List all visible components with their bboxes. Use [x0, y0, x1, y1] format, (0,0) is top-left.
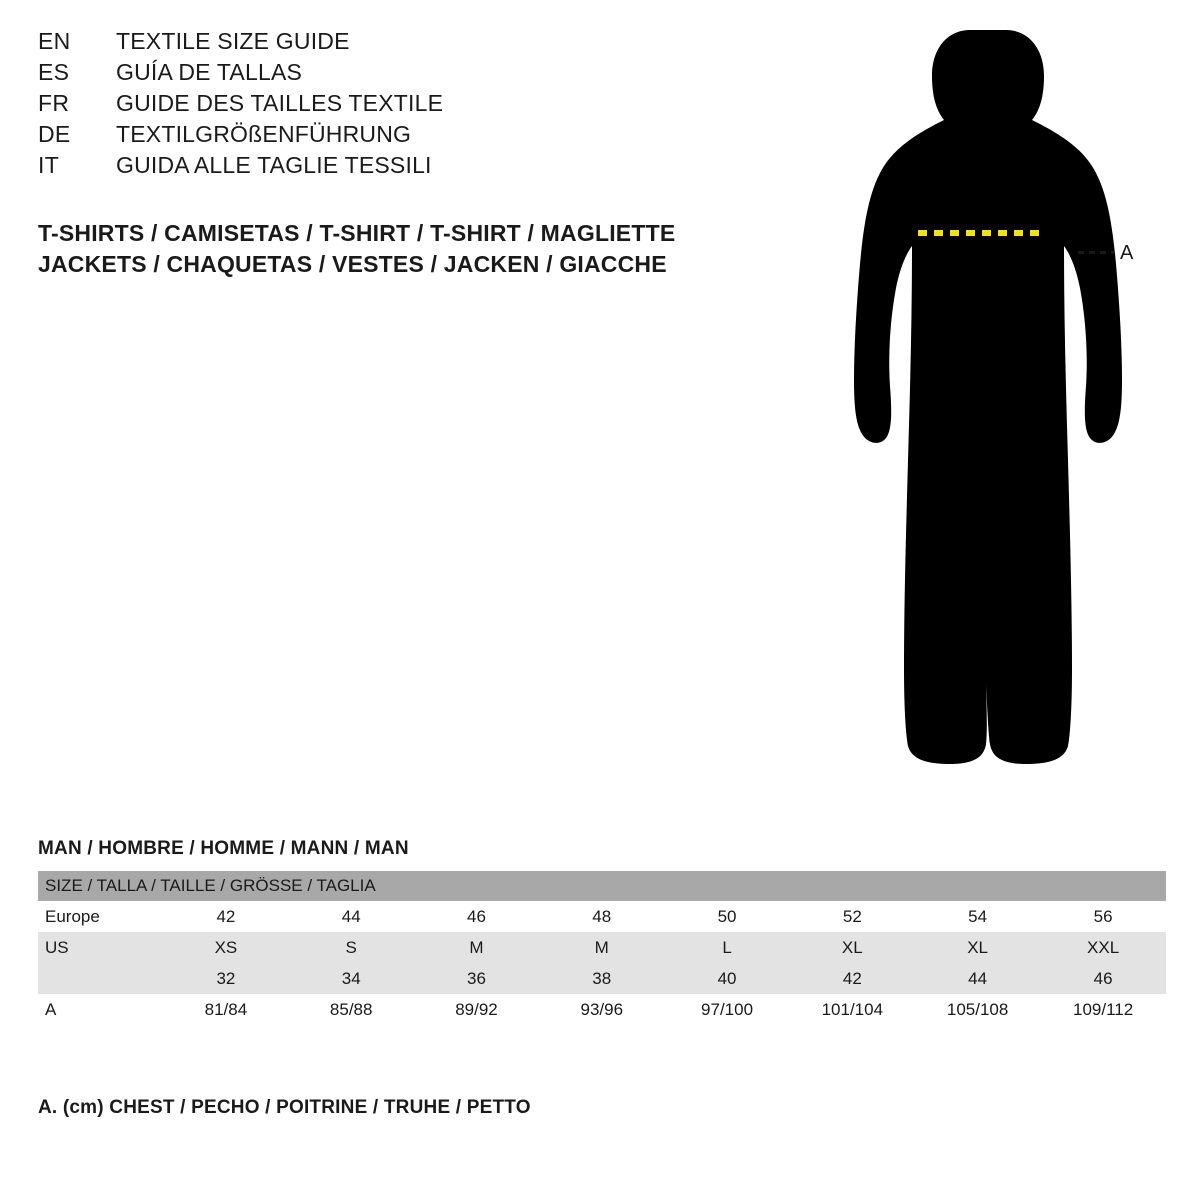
table-cell: 34 [289, 963, 414, 994]
table-cell: 44 [289, 901, 414, 932]
table-cell: 36 [414, 963, 539, 994]
table-cell: 42 [163, 901, 288, 932]
row-label: Europe [38, 901, 163, 932]
table-cell: 46 [1040, 963, 1166, 994]
chest-measure-line [820, 20, 1180, 790]
table-cell: 109/112 [1040, 994, 1166, 1025]
language-code: EN [38, 28, 71, 54]
table-cell: 40 [664, 963, 789, 994]
table-group-title: MAN / HOMBRE / HOMME / MANN / MAN [38, 838, 409, 859]
language-code: FR [38, 90, 70, 116]
table-cell: 54 [915, 901, 1040, 932]
language-code: ES [38, 59, 70, 85]
language-code: DE [38, 121, 71, 147]
table-cell: L [664, 932, 789, 963]
category-tshirts: T-SHIRTS / CAMISETAS / T-SHIRT / T-SHIRT / MAGLIETTE [38, 220, 676, 246]
table-cell: 52 [790, 901, 915, 932]
table-cell: 105/108 [915, 994, 1040, 1025]
table-cell: M [539, 932, 664, 963]
row-label [38, 963, 163, 994]
row-label: A [38, 994, 163, 1025]
row-label: US [38, 932, 163, 963]
size-table [38, 871, 1166, 1025]
table-cell: XXL [1040, 932, 1166, 963]
table-cell: M [414, 932, 539, 963]
table-row [38, 963, 1166, 994]
table-row [38, 932, 1166, 963]
language-row [38, 152, 758, 183]
language-row [38, 28, 758, 59]
language-title: GUÍA DE TALLAS [116, 59, 303, 85]
language-header-list [38, 28, 758, 183]
table-cell: XS [163, 932, 288, 963]
table-cell: 56 [1040, 901, 1166, 932]
table-cell: 93/96 [539, 994, 664, 1025]
table-cell: 89/92 [414, 994, 539, 1025]
language-row [38, 90, 758, 121]
size-table-section [38, 838, 1166, 1025]
table-cell: 85/88 [289, 994, 414, 1025]
table-row [38, 901, 1166, 932]
table-cell: 46 [414, 901, 539, 932]
table-cell: 50 [664, 901, 789, 932]
language-title: GUIDA ALLE TAGLIE TESSILI [116, 152, 432, 178]
category-jackets: JACKETS / CHAQUETAS / VESTES / JACKEN / GIACCHE [38, 251, 667, 277]
table-cell: XL [915, 932, 1040, 963]
table-cell: 81/84 [163, 994, 288, 1025]
table-cell: 42 [790, 963, 915, 994]
language-title: TEXTILGRÖßENFÜHRUNG [116, 121, 412, 147]
table-cell: 101/104 [790, 994, 915, 1025]
measure-leader-line [1078, 251, 1114, 254]
measurement-footnote: A. (cm) CHEST / PECHO / POITRINE / TRUHE / PETTO [38, 1097, 531, 1118]
table-cell: 38 [539, 963, 664, 994]
language-code: IT [38, 152, 60, 178]
table-cell: 44 [915, 963, 1040, 994]
language-title: TEXTILE SIZE GUIDE [116, 28, 350, 54]
language-row [38, 59, 758, 90]
table-cell: 48 [539, 901, 664, 932]
table-row [38, 994, 1166, 1025]
table-header-label: SIZE / TALLA / TAILLE / GRÖSSE / TAGLIA [38, 871, 1166, 901]
table-cell: XL [790, 932, 915, 963]
table-cell: 97/100 [664, 994, 789, 1025]
language-title: GUIDE DES TAILLES TEXTILE [116, 90, 444, 116]
table-header-row [38, 871, 1166, 901]
body-silhouette-figure [820, 20, 1180, 790]
language-row [38, 121, 758, 152]
category-list [38, 218, 838, 280]
table-cell: 32 [163, 963, 288, 994]
table-cell: S [289, 932, 414, 963]
measure-label-a: A [1120, 242, 1134, 264]
